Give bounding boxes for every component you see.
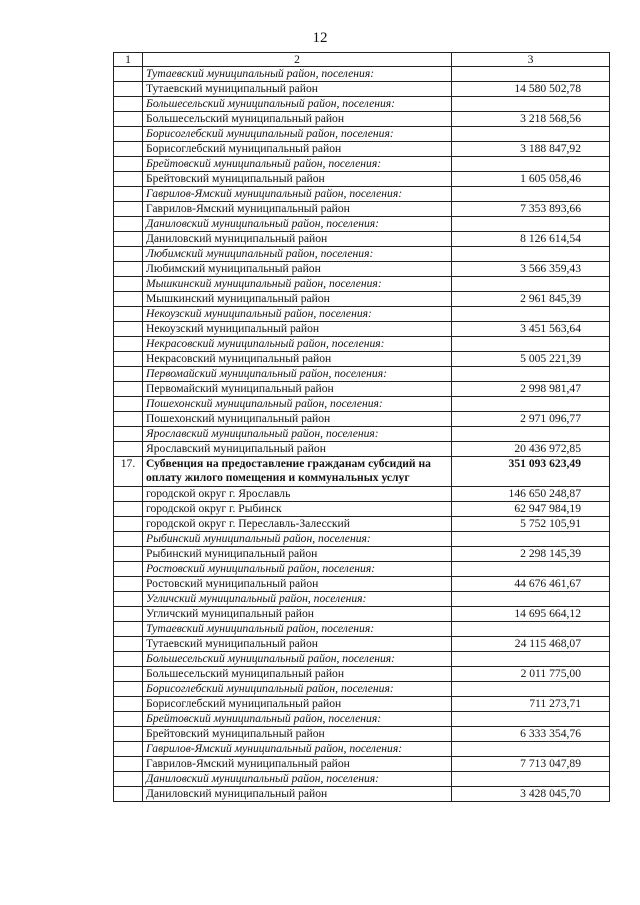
row-amount: 5 752 105,91	[452, 517, 610, 532]
row-amount: 2 998 981,47	[452, 382, 610, 397]
row-number	[114, 622, 143, 637]
row-name: Борисоглебский муниципальный район, поселения:	[143, 127, 452, 142]
table-row	[114, 142, 610, 157]
row-amount	[452, 187, 610, 202]
subsidy-table	[113, 52, 610, 802]
row-number	[114, 592, 143, 607]
group-heading-row	[114, 367, 610, 382]
row-amount	[452, 772, 610, 787]
row-number	[114, 517, 143, 532]
group-heading-row	[114, 592, 610, 607]
row-number	[114, 172, 143, 187]
row-name: Пошехонский муниципальный район	[143, 412, 452, 427]
row-amount	[452, 712, 610, 727]
row-name: Борисоглебский муниципальный район	[143, 697, 452, 712]
row-name: Угличский муниципальный район, поселения:	[143, 592, 452, 607]
row-amount: 44 676 461,67	[452, 577, 610, 592]
group-heading-row	[114, 247, 610, 262]
row-number	[114, 757, 143, 772]
row-name: Угличский муниципальный район	[143, 607, 452, 622]
row-number	[114, 712, 143, 727]
row-amount: 3 566 359,43	[452, 262, 610, 277]
row-amount: 3 428 045,70	[452, 787, 610, 802]
row-name: Большесельский муниципальный район	[143, 667, 452, 682]
group-heading-row	[114, 277, 610, 292]
table-row	[114, 487, 610, 502]
table-row	[114, 787, 610, 802]
group-heading-row	[114, 67, 610, 82]
row-amount	[452, 307, 610, 322]
row-number	[114, 97, 143, 112]
row-amount	[452, 682, 610, 697]
table-row	[114, 727, 610, 742]
row-number	[114, 112, 143, 127]
page-number: 12	[312, 30, 328, 46]
row-name: Гаврилов-Ямский муниципальный район, поселения:	[143, 187, 452, 202]
row-number	[114, 502, 143, 517]
row-name: Любимский муниципальный район, поселения:	[143, 247, 452, 262]
table-row	[114, 442, 610, 457]
row-number	[114, 157, 143, 172]
table-row	[114, 82, 610, 97]
group-heading-row	[114, 532, 610, 547]
table-row	[114, 697, 610, 712]
table-row	[114, 172, 610, 187]
row-number	[114, 742, 143, 757]
table-row	[114, 112, 610, 127]
row-amount	[452, 97, 610, 112]
row-number	[114, 652, 143, 667]
row-amount	[452, 67, 610, 82]
table-row	[114, 607, 610, 622]
table-row	[114, 517, 610, 532]
row-name: Любимский муниципальный район	[143, 262, 452, 277]
row-number	[114, 292, 143, 307]
row-number	[114, 607, 143, 622]
row-amount	[452, 427, 610, 442]
row-amount: 14 580 502,78	[452, 82, 610, 97]
row-number	[114, 217, 143, 232]
row-number	[114, 442, 143, 457]
row-amount: 3 218 568,56	[452, 112, 610, 127]
group-heading-row	[114, 742, 610, 757]
row-amount	[452, 562, 610, 577]
row-number	[114, 427, 143, 442]
row-number	[114, 187, 143, 202]
row-number	[114, 352, 143, 367]
row-name: Брейтовский муниципальный район	[143, 727, 452, 742]
row-name: Большесельский муниципальный район, поселения:	[143, 652, 452, 667]
row-amount: 24 115 468,07	[452, 637, 610, 652]
row-name: Некрасовский муниципальный район	[143, 352, 452, 367]
row-number	[114, 487, 143, 502]
row-amount	[452, 337, 610, 352]
header-col-1: 1	[114, 53, 143, 67]
group-heading-row	[114, 157, 610, 172]
row-name: Ростовский муниципальный район	[143, 577, 452, 592]
table-row	[114, 262, 610, 277]
row-name: Ростовский муниципальный район, поселения:	[143, 562, 452, 577]
row-number	[114, 67, 143, 82]
row-number	[114, 637, 143, 652]
row-name: Даниловский муниципальный район, поселения:	[143, 772, 452, 787]
row-number	[114, 577, 143, 592]
table-row	[114, 412, 610, 427]
group-heading-row	[114, 127, 610, 142]
group-heading-row	[114, 427, 610, 442]
row-number	[114, 277, 143, 292]
row-number	[114, 682, 143, 697]
row-name: городской округ г. Ярославль	[143, 487, 452, 502]
group-heading-row	[114, 562, 610, 577]
row-amount: 3 451 563,64	[452, 322, 610, 337]
row-name: Ярославский муниципальный район, поселения:	[143, 427, 452, 442]
row-amount	[452, 217, 610, 232]
row-amount	[452, 397, 610, 412]
row-number: 17.	[114, 457, 143, 487]
row-amount	[452, 622, 610, 637]
row-amount: 6 333 354,76	[452, 727, 610, 742]
header-col-3: 3	[452, 53, 610, 67]
group-heading-row	[114, 217, 610, 232]
row-number	[114, 412, 143, 427]
table-row	[114, 547, 610, 562]
row-number	[114, 337, 143, 352]
group-heading-row	[114, 772, 610, 787]
group-heading-row	[114, 397, 610, 412]
table-row	[114, 502, 610, 517]
row-name: Мышкинский муниципальный район, поселения:	[143, 277, 452, 292]
row-number	[114, 787, 143, 802]
row-amount	[452, 247, 610, 262]
row-name: городской округ г. Рыбинск	[143, 502, 452, 517]
table-row	[114, 292, 610, 307]
row-name: Борисоглебский муниципальный район	[143, 142, 452, 157]
row-name: Мышкинский муниципальный район	[143, 292, 452, 307]
row-name: Тутаевский муниципальный район	[143, 82, 452, 97]
row-name: Пошехонский муниципальный район, поселения:	[143, 397, 452, 412]
row-number	[114, 667, 143, 682]
group-heading-row	[114, 682, 610, 697]
group-heading-row	[114, 187, 610, 202]
row-name: Некоузский муниципальный район, поселения:	[143, 307, 452, 322]
row-name: Гаврилов-Ямский муниципальный район	[143, 202, 452, 217]
row-name: Гаврилов-Ямский муниципальный район, поселения:	[143, 742, 452, 757]
row-name: Тутаевский муниципальный район, поселения:	[143, 622, 452, 637]
row-number	[114, 397, 143, 412]
row-amount	[452, 157, 610, 172]
row-number	[114, 127, 143, 142]
group-heading-row	[114, 307, 610, 322]
row-name: Брейтовский муниципальный район	[143, 172, 452, 187]
row-number	[114, 367, 143, 382]
row-number	[114, 262, 143, 277]
table-row	[114, 202, 610, 217]
row-amount: 2 011 775,00	[452, 667, 610, 682]
row-number	[114, 772, 143, 787]
row-name: Брейтовский муниципальный район, поселения:	[143, 712, 452, 727]
row-name: Даниловский муниципальный район	[143, 787, 452, 802]
row-number	[114, 142, 143, 157]
row-number	[114, 727, 143, 742]
table-row	[114, 757, 610, 772]
row-number	[114, 232, 143, 247]
group-heading-row	[114, 712, 610, 727]
row-amount: 8 126 614,54	[452, 232, 610, 247]
row-number	[114, 562, 143, 577]
table-row	[114, 637, 610, 652]
row-amount	[452, 592, 610, 607]
row-name: Тутаевский муниципальный район	[143, 637, 452, 652]
row-amount	[452, 742, 610, 757]
row-number	[114, 547, 143, 562]
row-name: Некоузский муниципальный район	[143, 322, 452, 337]
table-row	[114, 322, 610, 337]
row-name: Большесельский муниципальный район	[143, 112, 452, 127]
row-name: Субвенция на предоставление гражданам субсидий на оплату жилого помещения и коммунальных услуг	[143, 457, 452, 487]
row-name: Брейтовский муниципальный район, поселения:	[143, 157, 452, 172]
row-name: Большесельский муниципальный район, поселения:	[143, 97, 452, 112]
row-name: Даниловский муниципальный район, поселения:	[143, 217, 452, 232]
row-amount	[452, 652, 610, 667]
table-row	[114, 577, 610, 592]
row-amount	[452, 532, 610, 547]
row-amount: 14 695 664,12	[452, 607, 610, 622]
header-col-2: 2	[143, 53, 452, 67]
row-name: городской округ г. Переславль-Залесский	[143, 517, 452, 532]
row-number	[114, 382, 143, 397]
group-heading-row	[114, 652, 610, 667]
group-heading-row	[114, 622, 610, 637]
row-amount: 5 005 221,39	[452, 352, 610, 367]
section-row	[114, 457, 610, 487]
row-amount: 62 947 984,19	[452, 502, 610, 517]
row-name: Рыбинский муниципальный район	[143, 547, 452, 562]
row-number	[114, 532, 143, 547]
row-number	[114, 82, 143, 97]
row-number	[114, 307, 143, 322]
row-amount: 351 093 623,49	[452, 457, 610, 487]
row-amount: 1 605 058,46	[452, 172, 610, 187]
row-amount: 20 436 972,85	[452, 442, 610, 457]
row-number	[114, 697, 143, 712]
row-number	[114, 322, 143, 337]
row-name: Рыбинский муниципальный район, поселения:	[143, 532, 452, 547]
group-heading-row	[114, 97, 610, 112]
row-name: Некрасовский муниципальный район, поселения:	[143, 337, 452, 352]
row-amount: 7 353 893,66	[452, 202, 610, 217]
row-amount: 2 971 096,77	[452, 412, 610, 427]
row-name: Тутаевский муниципальный район, поселения:	[143, 67, 452, 82]
row-number	[114, 247, 143, 262]
row-amount: 146 650 248,87	[452, 487, 610, 502]
row-amount: 2 961 845,39	[452, 292, 610, 307]
row-name: Первомайский муниципальный район	[143, 382, 452, 397]
group-heading-row	[114, 337, 610, 352]
row-amount	[452, 367, 610, 382]
row-name: Ярославский муниципальный район	[143, 442, 452, 457]
row-name: Даниловский муниципальный район	[143, 232, 452, 247]
row-amount: 2 298 145,39	[452, 547, 610, 562]
row-name: Первомайский муниципальный район, поселения:	[143, 367, 452, 382]
row-amount: 3 188 847,92	[452, 142, 610, 157]
row-number	[114, 202, 143, 217]
row-amount: 711 273,71	[452, 697, 610, 712]
row-name: Борисоглебский муниципальный район, поселения:	[143, 682, 452, 697]
table-row	[114, 232, 610, 247]
table-row	[114, 667, 610, 682]
row-amount	[452, 277, 610, 292]
table-header-row	[114, 53, 610, 67]
row-amount: 7 713 047,89	[452, 757, 610, 772]
table-row	[114, 352, 610, 367]
row-amount	[452, 127, 610, 142]
table-row	[114, 382, 610, 397]
row-name: Гаврилов-Ямский муниципальный район	[143, 757, 452, 772]
